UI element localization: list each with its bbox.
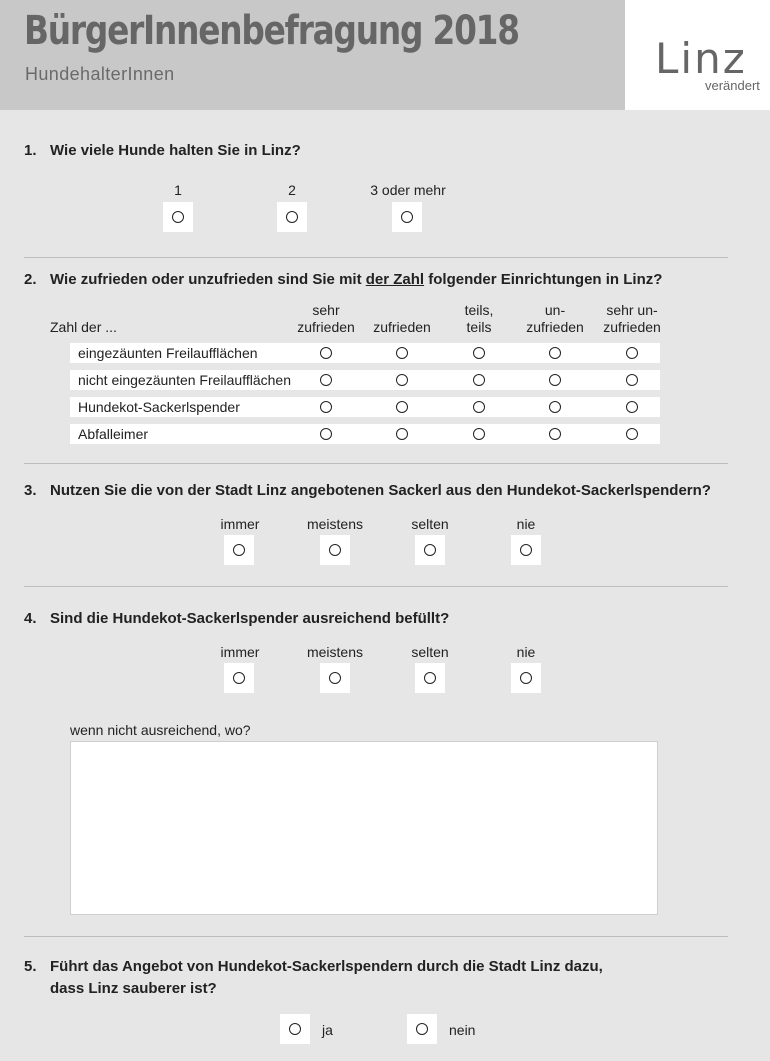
q4-option-label-selten: selten xyxy=(411,644,449,660)
question-number: 5. xyxy=(24,958,37,975)
q3-radio-meistens[interactable] xyxy=(320,535,350,565)
q5-radio-nein[interactable] xyxy=(407,1014,437,1044)
matrix-row-label: Hundekot-Sackerlspender xyxy=(78,399,240,415)
radio-circle-icon xyxy=(424,544,436,556)
radio-sehr-zufrieden[interactable] xyxy=(320,401,332,413)
question-text-emphasis: der Zahl xyxy=(365,271,425,288)
survey-title: BürgerInnenbefragung 2018 xyxy=(24,8,519,54)
q3-option-label-nie: nie xyxy=(516,516,536,532)
question-text-line-2: dass Linz sauberer ist? xyxy=(50,980,217,997)
question-5 xyxy=(24,956,603,1000)
question-number: 1. xyxy=(24,142,37,159)
followup-label: wenn nicht ausreichend, wo? xyxy=(70,722,251,738)
question-2 xyxy=(24,271,662,288)
q3-option-label-meistens: meistens xyxy=(306,516,364,532)
radio-unzufrieden[interactable] xyxy=(549,347,561,359)
radio-circle-icon xyxy=(424,672,436,684)
question-text: Sind die Hundekot-Sackerlspender ausreichend befüllt? xyxy=(50,610,450,627)
q4-option-label-meistens: meistens xyxy=(306,644,364,660)
q1-option-label-1: 1 xyxy=(174,182,182,198)
radio-sehr-unzufrieden[interactable] xyxy=(626,428,638,440)
radio-teils-teils[interactable] xyxy=(473,374,485,386)
radio-teils-teils[interactable] xyxy=(473,401,485,413)
question-1 xyxy=(24,142,301,159)
q1-option-label-2: 2 xyxy=(288,182,296,198)
column-header-sehr-zufrieden: sehr zufrieden xyxy=(297,302,355,335)
question-4 xyxy=(24,610,449,627)
column-header-zufrieden: zufrieden xyxy=(373,319,431,335)
q5-option-label-ja: ja xyxy=(322,1022,333,1038)
question-3 xyxy=(24,482,711,499)
linz-logo-wordmark: Linz xyxy=(655,34,747,83)
q4-radio-selten[interactable] xyxy=(415,663,445,693)
question-number: 4. xyxy=(24,610,37,627)
matrix-row-label: nicht eingezäunten Freilaufflächen xyxy=(78,372,292,388)
radio-circle-icon xyxy=(329,672,341,684)
radio-circle-icon xyxy=(520,544,532,556)
radio-circle-icon xyxy=(416,1023,428,1035)
radio-sehr-unzufrieden[interactable] xyxy=(626,347,638,359)
radio-teils-teils[interactable] xyxy=(473,428,485,440)
column-header-unzufrieden: un- zufrieden xyxy=(526,302,584,335)
section-divider xyxy=(24,463,728,464)
section-divider xyxy=(24,257,728,258)
question-text: Nutzen Sie die von der Stadt Linz angebotenen Sackerl aus den Hundekot-Sackerlspendern? xyxy=(50,482,711,499)
q3-option-label-selten: selten xyxy=(411,516,449,532)
q4-radio-immer[interactable] xyxy=(224,663,254,693)
section-divider xyxy=(24,936,728,937)
radio-circle-icon xyxy=(520,672,532,684)
q4-radio-nie[interactable] xyxy=(511,663,541,693)
q4-option-label-nie: nie xyxy=(516,644,536,660)
column-header-sehr-unzufrieden: sehr un- zufrieden xyxy=(603,302,661,335)
q1-option-label-3: 3 oder mehr xyxy=(370,182,446,198)
linz-logo-tagline: verändert xyxy=(705,78,760,93)
question-text: Wie zufrieden oder unzufrieden sind Sie mit xyxy=(50,271,366,288)
radio-zufrieden[interactable] xyxy=(396,347,408,359)
question-number: 2. xyxy=(24,271,37,288)
matrix-row xyxy=(70,424,660,444)
q1-radio-1[interactable] xyxy=(163,202,193,232)
header-banner xyxy=(0,0,625,110)
matrix-row xyxy=(70,370,660,390)
radio-circle-icon xyxy=(289,1023,301,1035)
radio-circle-icon xyxy=(329,544,341,556)
q4-radio-meistens[interactable] xyxy=(320,663,350,693)
radio-zufrieden[interactable] xyxy=(396,401,408,413)
radio-circle-icon xyxy=(233,544,245,556)
question-number: 3. xyxy=(24,482,37,499)
q3-radio-selten[interactable] xyxy=(415,535,445,565)
radio-sehr-zufrieden[interactable] xyxy=(320,347,332,359)
question-text: folgender Einrichtungen in Linz? xyxy=(424,271,663,288)
radio-unzufrieden[interactable] xyxy=(549,401,561,413)
radio-circle-icon xyxy=(172,211,184,223)
radio-circle-icon xyxy=(286,211,298,223)
matrix-row-header: Zahl der ... xyxy=(50,319,117,335)
radio-circle-icon xyxy=(401,211,413,223)
radio-unzufrieden[interactable] xyxy=(549,428,561,440)
q1-radio-3-or-more[interactable] xyxy=(392,202,422,232)
q5-radio-ja[interactable] xyxy=(280,1014,310,1044)
radio-zufrieden[interactable] xyxy=(396,428,408,440)
question-text-line-1: Führt das Angebot von Hundekot-Sackerlspendern durch die Stadt Linz dazu, xyxy=(50,958,603,975)
q3-radio-nie[interactable] xyxy=(511,535,541,565)
q1-radio-2[interactable] xyxy=(277,202,307,232)
q4-option-label-immer: immer xyxy=(220,644,260,660)
column-header-teils-teils: teils, teils xyxy=(464,302,494,335)
q5-option-label-nein: nein xyxy=(449,1022,476,1038)
radio-circle-icon xyxy=(233,672,245,684)
matrix-row-label: eingezäunten Freilaufflächen xyxy=(78,345,258,361)
matrix-row-label: Abfalleimer xyxy=(78,426,149,442)
radio-zufrieden[interactable] xyxy=(396,374,408,386)
radio-sehr-unzufrieden[interactable] xyxy=(626,401,638,413)
radio-teils-teils[interactable] xyxy=(473,347,485,359)
question-text: Wie viele Hunde halten Sie in Linz? xyxy=(50,142,301,159)
radio-sehr-zufrieden[interactable] xyxy=(320,428,332,440)
survey-subtitle: HundehalterInnen xyxy=(25,64,175,84)
radio-sehr-unzufrieden[interactable] xyxy=(626,374,638,386)
matrix-row xyxy=(70,343,660,363)
section-divider xyxy=(24,586,728,587)
radio-sehr-zufrieden[interactable] xyxy=(320,374,332,386)
q3-radio-immer[interactable] xyxy=(224,535,254,565)
q3-option-label-immer: immer xyxy=(220,516,260,532)
followup-textarea[interactable] xyxy=(70,741,658,915)
matrix-row xyxy=(70,397,660,417)
radio-unzufrieden[interactable] xyxy=(549,374,561,386)
